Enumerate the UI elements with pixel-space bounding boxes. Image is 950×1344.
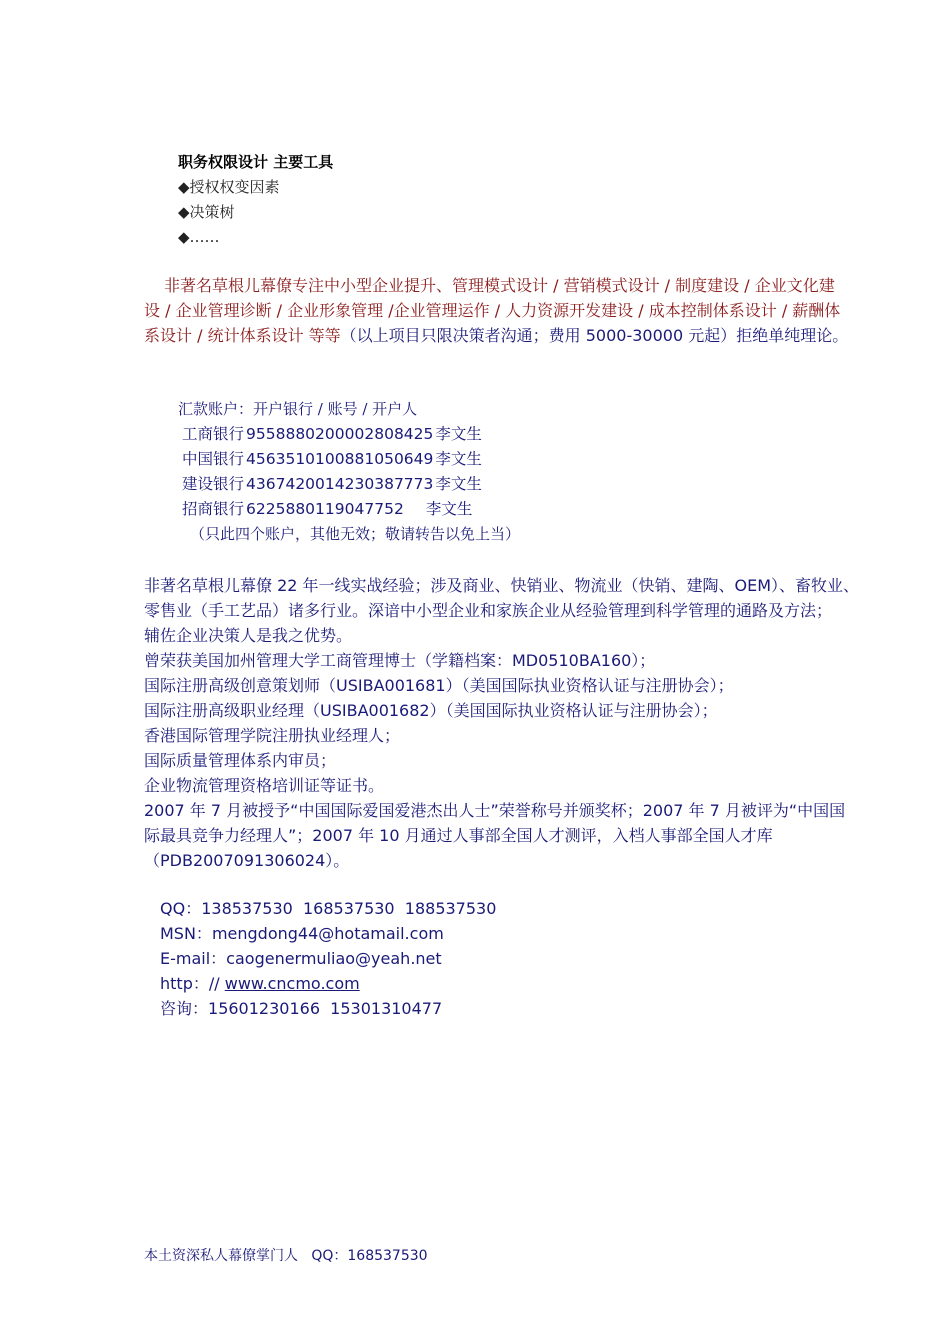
msn-label: MSN： [160, 924, 212, 943]
bio-line: 国际注册高级创意策划师（USIBA001681）（美国国际执业资格认证与注册协会）； [144, 676, 734, 695]
account-holder: 李文生 [435, 425, 482, 443]
bio-line: 香港国际管理学院注册执业经理人； [144, 726, 401, 745]
page-footer [144, 1245, 428, 1265]
bank-number: 4563510100881050649 [246, 450, 434, 468]
accounts-note: （只此四个账户，其他无效；敬请转告以免上当） [190, 525, 521, 543]
bio-line: 国际质量管理体系内审员； [144, 751, 337, 770]
bio-line: 零售业（手工艺品）诸多行业。深谙中小型企业和家族企业从经验管理到科学管理的通路及方法； [144, 601, 833, 620]
bio-section [144, 573, 860, 873]
bank-number: 6225880119047752 [246, 500, 404, 518]
bio-line: 曾荣获美国加州管理大学工商管理博士（学籍档案：MD0510BA160）； [144, 651, 656, 670]
email-label: E-mail： [160, 949, 227, 968]
bio-line: 非著名草根儿幕僚 22 年一线实战经验；涉及商业、快销业、物流业（快销、建陶、OEM）、畜牧业、 [144, 576, 860, 595]
bio-line: 辅佐企业决策人是我之优势。 [144, 626, 353, 645]
intro-name: 非著名草根儿幕僚 [164, 276, 293, 295]
qq-label: QQ： [160, 899, 202, 918]
account-row [178, 422, 520, 447]
email-value: caogenermuliao@yeah.net [226, 949, 442, 968]
bank-name: 工商银行 [182, 425, 245, 443]
http-label: http：// [160, 974, 220, 993]
contact-consult [160, 996, 496, 1021]
account-holder: 李文生 [425, 500, 473, 518]
bio-line: 际最具竞争力经理人”；2007 年 10 月通过人事部全国人才测评，入档人事部全国人才库 [144, 826, 773, 845]
bio-line: （PDB2007091306024）。 [144, 851, 350, 870]
account-row [178, 472, 520, 497]
bio-line: 2007 年 7 月被授予“中国国际爱国爱港杰出人士”荣誉称号并颁奖杯；2007 年 7 月被评为“中国国 [144, 801, 846, 820]
bank-name: 建设银行 [182, 475, 245, 493]
account-holder: 李文生 [435, 475, 482, 493]
intro-services: 专注中小型企业提升、管理模式设计 / 营销模式设计 / 制度建设 / 企业文化建设 / 企业管理诊断 / 企业形象管理 /企业管理运作 / 人力资源开发建设 / 成本控制体系设计 / 薪酬体系设计 / 统计体系设计 等等 [144, 276, 841, 345]
bank-name: 招商银行 [182, 500, 245, 518]
intro-paragraph [144, 273, 850, 348]
footer-text: 本土资深私人幕僚掌门人 QQ：168537530 [144, 1248, 428, 1264]
tools-item-1: ◆授权权变因素 [178, 178, 280, 196]
contact-section [160, 896, 496, 1021]
accounts-header: 汇款账户：开户银行 / 账号 / 开户人 [178, 400, 418, 418]
consult-label: 咨询： [160, 999, 209, 1018]
account-row [178, 447, 520, 472]
account-row [178, 497, 520, 522]
contact-email [160, 946, 496, 971]
tools-section [178, 150, 333, 250]
bio-line: 企业物流管理资格培训证等证书。 [144, 776, 385, 795]
website-link[interactable]: www.cncmo.com [224, 974, 360, 993]
contact-msn [160, 921, 496, 946]
tools-item-3: ◆…… [178, 228, 220, 246]
qq-value: 138537530 168537530 188537530 [201, 899, 497, 918]
bio-line: 国际注册高级职业经理（USIBA001682）（美国国际执业资格认证与注册协会）； [144, 701, 718, 720]
account-holder: 李文生 [435, 450, 482, 468]
intro-note: （以上项目只限决策者沟通；费用 5000-30000 元起）拒绝单纯理论。 [340, 326, 849, 345]
tools-item-2: ◆决策树 [178, 203, 235, 221]
bank-name: 中国银行 [182, 450, 245, 468]
bank-number: 4367420014230387773 [246, 475, 434, 493]
contact-qq [160, 896, 496, 921]
consult-value: 15601230166 15301310477 [208, 999, 443, 1018]
accounts-section [178, 397, 520, 547]
msn-value: mengdong44@hotamail.com [211, 924, 444, 943]
contact-http [160, 971, 496, 996]
bank-number: 9558880200002808425 [246, 425, 434, 443]
tools-title: 职务权限设计 主要工具 [178, 153, 334, 171]
